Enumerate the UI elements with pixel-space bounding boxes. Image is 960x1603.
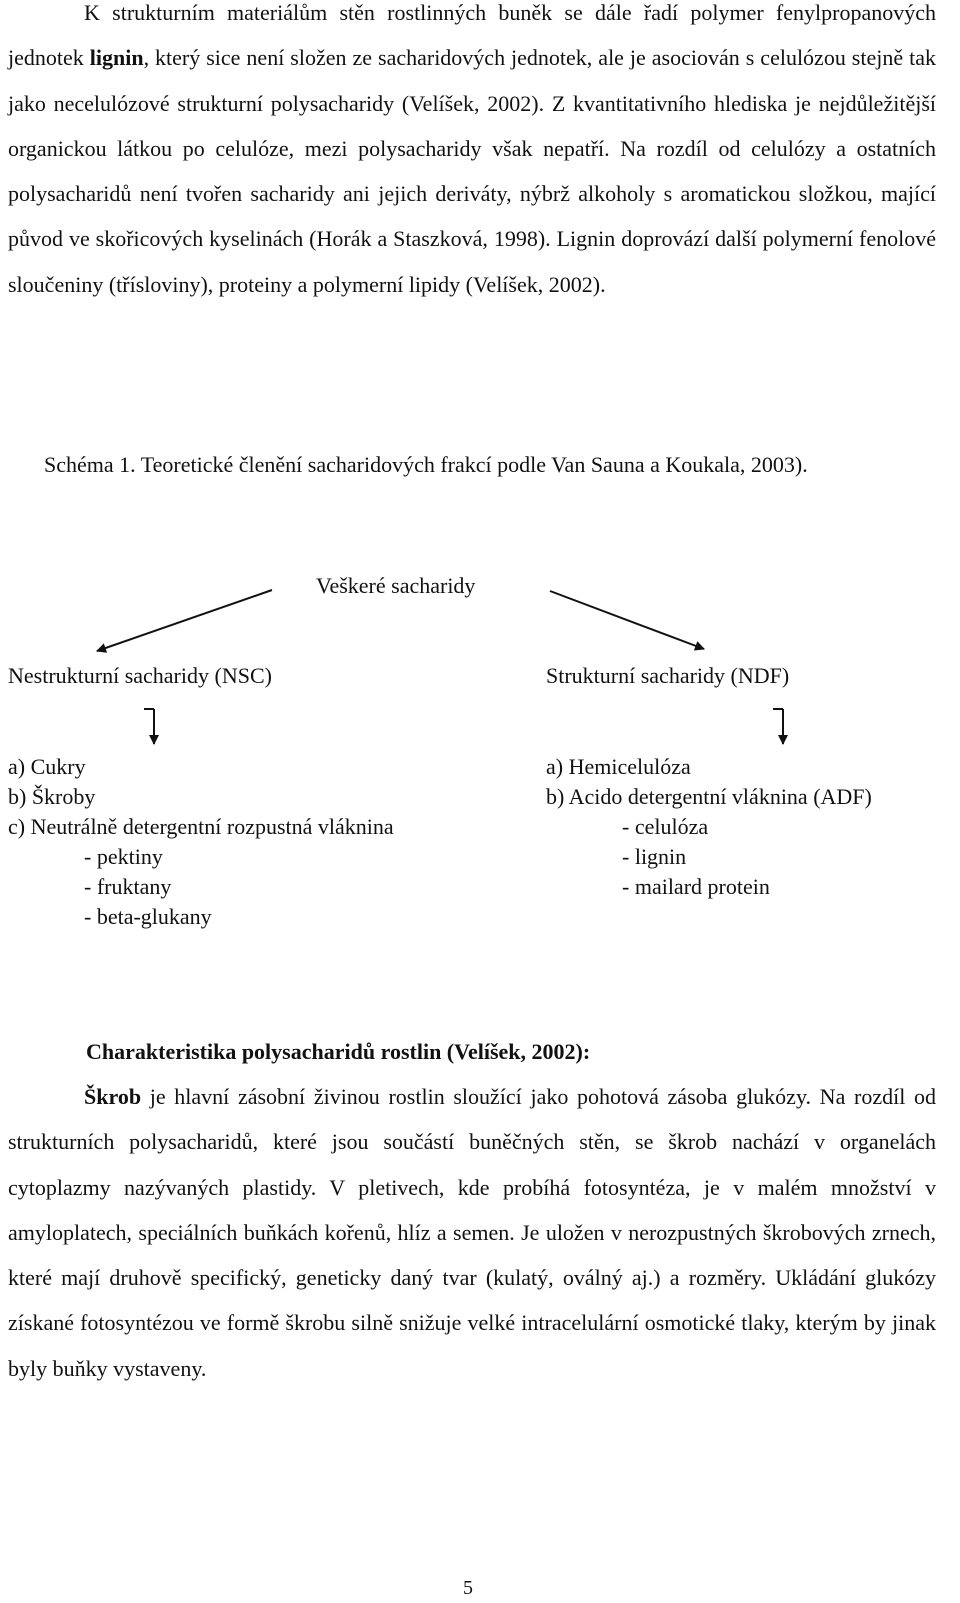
list-item: b) Acido detergentní vláknina (ADF) bbox=[546, 784, 872, 809]
characteristics-term-skrob: Škrob bbox=[84, 1084, 142, 1109]
list-item: - fruktany bbox=[84, 874, 172, 899]
list-item: b) Škroby bbox=[8, 784, 96, 809]
intro-rest: , který sice není složen ze sacharidových jednotek, ale je asociován s celulózou stejně tak jako necelulózové strukturní polysacharidy (Velíšek, 2002). Z kvantitativního hlediska je nejdůležitější organickou látkou po celulóze, mezi polysacharidy však nepatří. Na rozdíl od celulózy a ostatních polysacharidů není tvořen sacharidy ani jejich deriváty, nýbrž alkoholy s aromatickou složkou, mající původ ve skořicových kyselinách (Horák a Staszková, 1998). Lignin doprovází další polymerní fenolové sloučeniny (třísloviny), proteiny a polymerní lipidy (Velíšek, 2002). bbox=[8, 45, 936, 297]
scheme-left-list bbox=[8, 752, 394, 932]
list-item: c) Neutrálně detergentní rozpustná vláknina bbox=[8, 814, 394, 839]
arrow-right-diagonal bbox=[550, 591, 704, 649]
scheme-caption-text: Schéma 1. Teoretické členění sacharidových frakcí podle Van Sauna a Koukala, 2003). bbox=[44, 452, 808, 477]
list-item: a) Hemicelulóza bbox=[546, 754, 691, 779]
list-item: - lignin bbox=[622, 844, 687, 869]
list-item: - mailard protein bbox=[622, 874, 770, 899]
characteristics-text: je hlavní zásobní živinou rostlin sloužící jako pohotová zásoba glukózy. Na rozdíl od strukturních polysacharidů, které jsou součástí buněčných stěn, se škrob nachází v organelách cytoplazmy nazývaných plastidy. V pletivech, kde probíhá fotosyntéza, je v malém množství v amyloplatech, speciálních buňkách kořenů, hlíz a semen. Je uložen v nerozpustných škrobových zrnech, které mají druhově specifický, geneticky daný tvar (kulatý, oválný aj.) a rozměry. Ukládání glukózy získané fotosyntézou ve formě škrobu silně snižuje velké intracelulární osmotické tlaky, kterým by jinak byly buňky vystaveny. bbox=[8, 1084, 936, 1381]
characteristics-heading: Charakteristika polysacharidů rostlin (Velíšek, 2002): bbox=[86, 1039, 591, 1064]
list-item: a) Cukry bbox=[8, 754, 86, 779]
scheme-arrows bbox=[0, 0, 960, 760]
intro-lead: K strukturním materiálům stěn rostlinných buněk se dále řadí polymer fenylpropanových jednotek bbox=[8, 0, 936, 71]
list-item: - beta-glukany bbox=[84, 904, 212, 929]
page-number: 5 bbox=[463, 1577, 473, 1599]
arrow-left-diagonal bbox=[97, 590, 272, 651]
list-item: - celulóza bbox=[622, 814, 709, 839]
scheme-right-list bbox=[546, 752, 872, 902]
scheme-root-node: Veškeré sacharidy bbox=[316, 573, 476, 598]
intro-term-lignin: lignin bbox=[89, 45, 144, 71]
scheme-right-title: Strukturní sacharidy (NDF) bbox=[546, 663, 790, 688]
characteristics-paragraph bbox=[8, 1074, 936, 1391]
scheme-left-title: Nestrukturní sacharidy (NSC) bbox=[8, 663, 272, 688]
list-item: - pektiny bbox=[84, 844, 163, 869]
